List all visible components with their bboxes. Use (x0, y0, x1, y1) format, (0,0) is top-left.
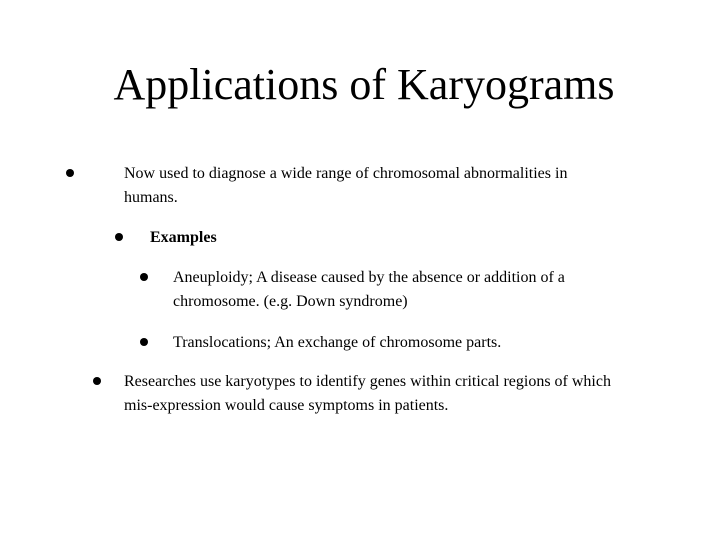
bullet-text-line: Researches use karyotypes to identify genes within critical regions of which (124, 373, 611, 390)
bullet-text-line: Translocations; An exchange of chromosome parts. (173, 334, 502, 351)
bullet-text-line: Now used to diagnose a wide range of chromosomal abnormalities in (124, 165, 568, 182)
bullet-text-line: Aneuploidy; A disease caused by the absence or addition of a (173, 269, 565, 286)
bullet-text-line: chromosome. (e.g. Down syndrome) (173, 293, 408, 310)
bullet-dot-icon (115, 233, 123, 241)
bullet-text-line: mis-expression would cause symptoms in patients. (124, 397, 449, 414)
bullet-dot-icon (140, 338, 148, 346)
bullet-dot-icon (140, 273, 148, 281)
slide-title: Applications of Karyograms (113, 60, 615, 109)
bullet-text-line: humans. (124, 189, 178, 206)
bullet-text-line: Examples (150, 229, 217, 246)
bullet-dot-icon (93, 377, 101, 385)
bullet-dot-icon (66, 169, 74, 177)
